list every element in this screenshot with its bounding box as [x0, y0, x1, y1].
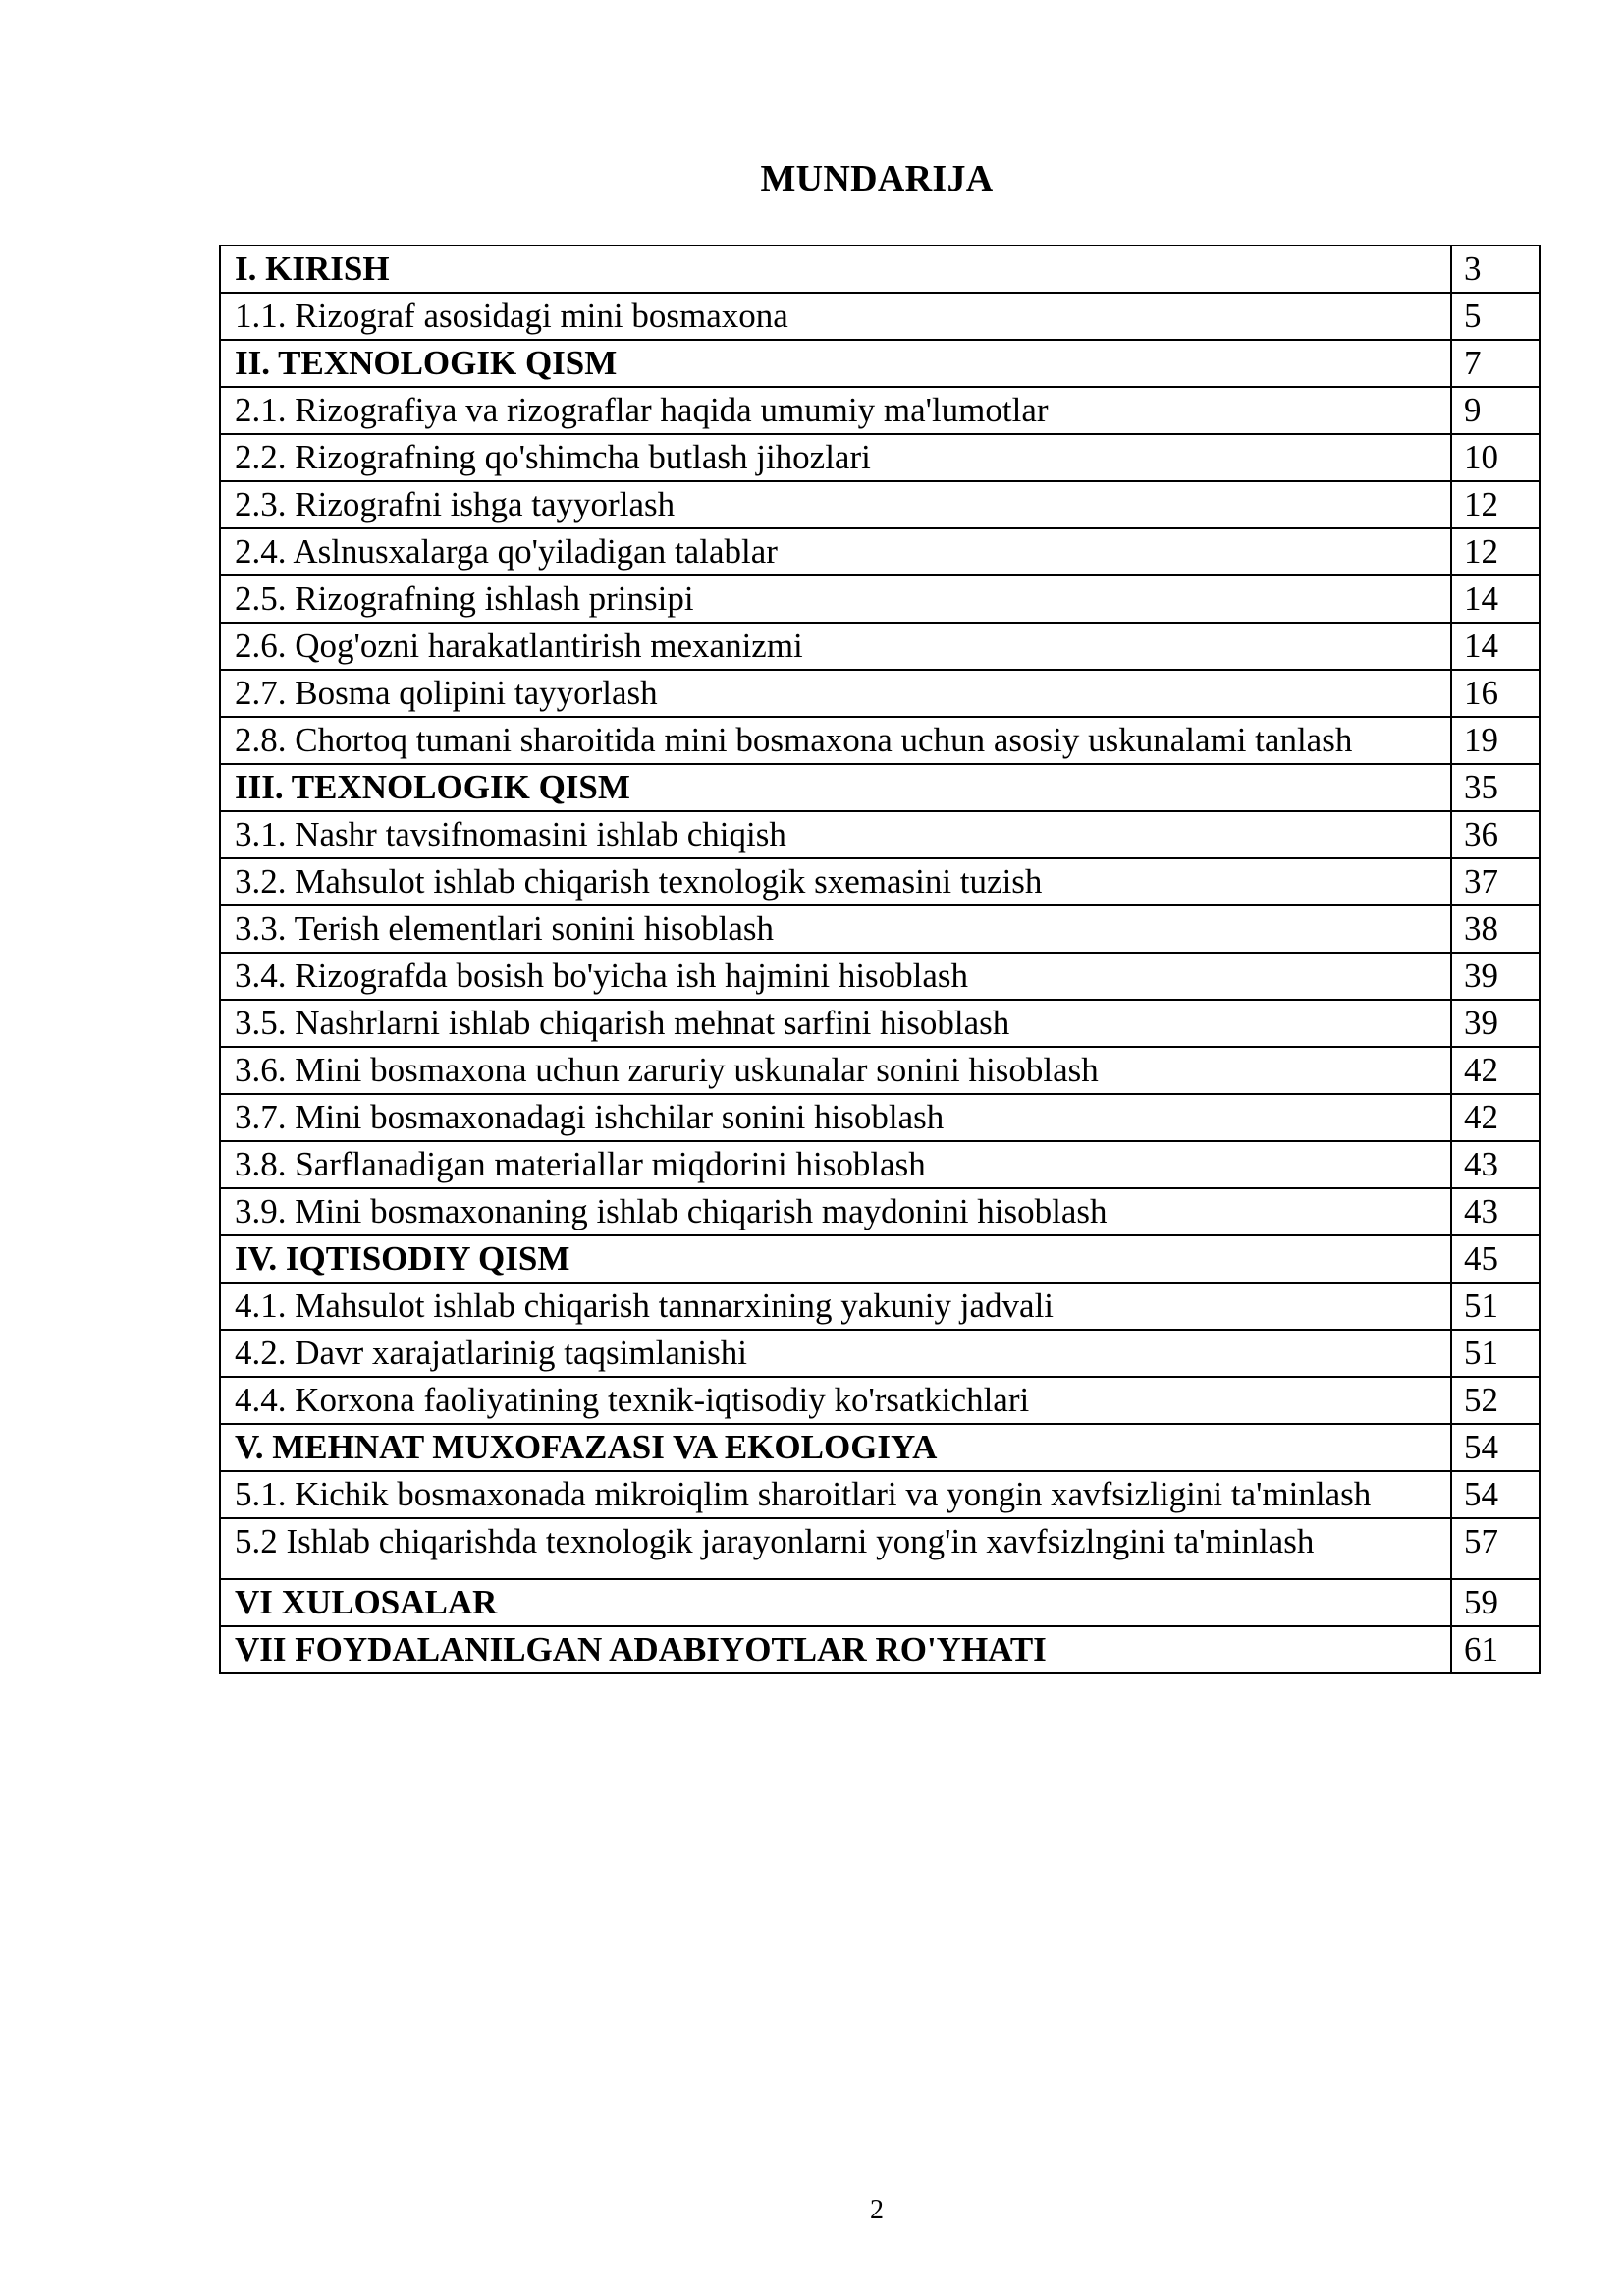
toc-entry-page: 5 — [1451, 293, 1540, 340]
toc-row — [220, 764, 1540, 811]
toc-row — [220, 1579, 1540, 1626]
toc-entry-page: 12 — [1451, 481, 1540, 528]
toc-row — [220, 858, 1540, 905]
toc-row — [220, 434, 1540, 481]
toc-row — [220, 387, 1540, 434]
toc-entry-page: 43 — [1451, 1141, 1540, 1188]
toc-entry-page: 43 — [1451, 1188, 1540, 1235]
toc-entry-page: 42 — [1451, 1094, 1540, 1141]
toc-entry-title: 4.4. Korxona faoliyatining texnik-iqtisodiy ko'rsatkichlari — [220, 1377, 1451, 1424]
toc-entry-title: 2.6. Qog'ozni harakatlantirish mexanizmi — [220, 623, 1451, 670]
toc-body — [220, 246, 1540, 1673]
toc-entry-page: 39 — [1451, 953, 1540, 1000]
toc-entry-title: 3.1. Nashr tavsifnomasini ishlab chiqish — [220, 811, 1451, 858]
toc-entry-title: 3.7. Mini bosmaxonadagi ishchilar sonini hisoblash — [220, 1094, 1451, 1141]
toc-row — [220, 1047, 1540, 1094]
toc-entry-page: 51 — [1451, 1283, 1540, 1330]
toc-entry-title: 2.3. Rizografni ishga tayyorlash — [220, 481, 1451, 528]
toc-entry-page: 54 — [1451, 1424, 1540, 1471]
toc-entry-page: 9 — [1451, 387, 1540, 434]
toc-entry-title: I. KIRISH — [220, 246, 1451, 293]
toc-entry-page: 35 — [1451, 764, 1540, 811]
toc-entry-title: 3.5. Nashrlarni ishlab chiqarish mehnat sarfini hisoblash — [220, 1000, 1451, 1047]
toc-row — [220, 246, 1540, 293]
toc-entry-page: 57 — [1451, 1518, 1540, 1579]
toc-row — [220, 905, 1540, 953]
toc-entry-title: 3.6. Mini bosmaxona uchun zaruriy uskunalar sonini hisoblash — [220, 1047, 1451, 1094]
toc-row — [220, 670, 1540, 717]
toc-row — [220, 1141, 1540, 1188]
toc-entry-title: 2.1. Rizografiya va rizograflar haqida umumiy ma'lumotlar — [220, 387, 1451, 434]
toc-row — [220, 293, 1540, 340]
toc-row — [220, 623, 1540, 670]
toc-row — [220, 1424, 1540, 1471]
page-title: MUNDARIJA — [760, 158, 994, 199]
toc-entry-page: 54 — [1451, 1471, 1540, 1518]
toc-row — [220, 481, 1540, 528]
toc-entry-page: 14 — [1451, 623, 1540, 670]
toc-entry-page: 52 — [1451, 1377, 1540, 1424]
toc-entry-title: 4.2. Davr xarajatlarinig taqsimlanishi — [220, 1330, 1451, 1377]
toc-entry-page: 51 — [1451, 1330, 1540, 1377]
toc-entry-title: IV. IQTISODIY QISM — [220, 1235, 1451, 1283]
toc-entry-title: 3.8. Sarflanadigan materiallar miqdorini hisoblash — [220, 1141, 1451, 1188]
toc-entry-title: 5.1. Kichik bosmaxonada mikroiqlim sharoitlari va yongin xavfsizligini ta'minlash — [220, 1471, 1451, 1518]
toc-entry-page: 14 — [1451, 575, 1540, 623]
toc-entry-page: 12 — [1451, 528, 1540, 575]
toc-entry-page: 19 — [1451, 717, 1540, 764]
toc-row — [220, 1235, 1540, 1283]
toc-entry-title: 2.8. Chortoq tumani sharoitida mini bosmaxona uchun asosiy uskunalami tanlash — [220, 717, 1451, 764]
toc-entry-title: 2.7. Bosma qolipini tayyorlash — [220, 670, 1451, 717]
toc-entry-page: 10 — [1451, 434, 1540, 481]
toc-entry-title: 3.2. Mahsulot ishlab chiqarish texnologik sxemasini tuzish — [220, 858, 1451, 905]
toc-entry-page: 16 — [1451, 670, 1540, 717]
toc-entry-page: 61 — [1451, 1626, 1540, 1673]
toc-entry-page: 7 — [1451, 340, 1540, 387]
toc-entry-title: 3.9. Mini bosmaxonaning ishlab chiqarish maydonini hisoblash — [220, 1188, 1451, 1235]
toc-row — [220, 1330, 1540, 1377]
toc-entry-page: 36 — [1451, 811, 1540, 858]
toc-entry-page: 45 — [1451, 1235, 1540, 1283]
toc-row — [220, 1471, 1540, 1518]
toc-entry-title: 3.4. Rizografda bosish bo'yicha ish hajmini hisoblash — [220, 953, 1451, 1000]
toc-row — [220, 717, 1540, 764]
table-of-contents — [219, 245, 1541, 1674]
toc-entry-title: 1.1. Rizograf asosidagi mini bosmaxona — [220, 293, 1451, 340]
toc-row — [220, 1188, 1540, 1235]
toc-entry-title: 5.2 Ishlab chiqarishda texnologik jarayonlarni yong'in xavfsizlngini ta'minlash — [220, 1518, 1451, 1579]
toc-row — [220, 1094, 1540, 1141]
toc-entry-page: 42 — [1451, 1047, 1540, 1094]
toc-entry-title: II. TEXNOLOGIK QISM — [220, 340, 1451, 387]
toc-row — [220, 575, 1540, 623]
toc-entry-title: III. TEXNOLOGIK QISM — [220, 764, 1451, 811]
toc-row — [220, 1283, 1540, 1330]
toc-entry-page: 3 — [1451, 246, 1540, 293]
toc-row — [220, 811, 1540, 858]
toc-entry-title: V. MEHNAT MUXOFAZASI VA EKOLOGIYA — [220, 1424, 1451, 1471]
toc-entry-title: 2.5. Rizografning ishlash prinsipi — [220, 575, 1451, 623]
toc-entry-title: 2.2. Rizografning qo'shimcha butlash jihozlari — [220, 434, 1451, 481]
toc-entry-title: VI XULOSALAR — [220, 1579, 1451, 1626]
toc-entry-page: 39 — [1451, 1000, 1540, 1047]
toc-row — [220, 1000, 1540, 1047]
toc-row — [220, 1377, 1540, 1424]
page-number: 2 — [870, 2195, 884, 2225]
toc-entry-page: 37 — [1451, 858, 1540, 905]
toc-entry-title: 4.1. Mahsulot ishlab chiqarish tannarxining yakuniy jadvali — [220, 1283, 1451, 1330]
toc-row — [220, 340, 1540, 387]
toc-entry-title: VII FOYDALANILGAN ADABIYOTLAR RO'YHATI — [220, 1626, 1451, 1673]
toc-row — [220, 528, 1540, 575]
toc-entry-title: 2.4. Aslnusxalarga qo'yiladigan talablar — [220, 528, 1451, 575]
toc-entry-title: 3.3. Terish elementlari sonini hisoblash — [220, 905, 1451, 953]
toc-row — [220, 1518, 1540, 1579]
toc-entry-page: 59 — [1451, 1579, 1540, 1626]
toc-entry-page: 38 — [1451, 905, 1540, 953]
toc-row — [220, 1626, 1540, 1673]
toc-row — [220, 953, 1540, 1000]
